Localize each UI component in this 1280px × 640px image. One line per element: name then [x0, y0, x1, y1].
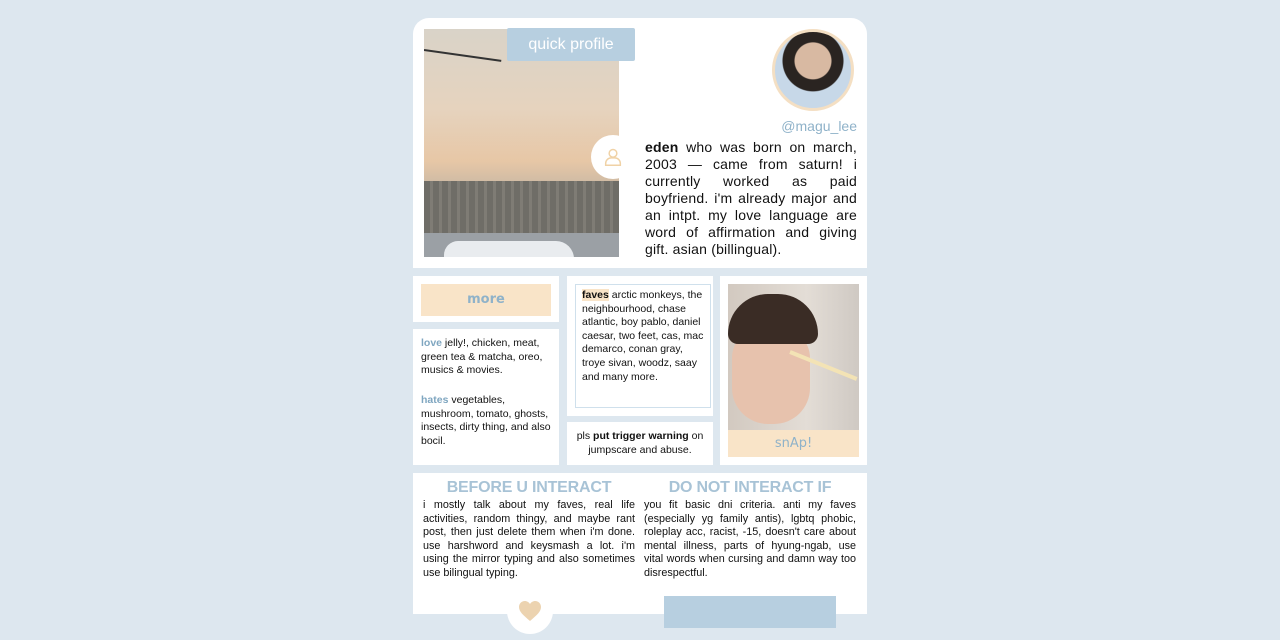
love-text: jelly!, chicken, meat, green tea & matcha, oreo, musics & movies.: [421, 337, 543, 377]
interaction-rules-card: [413, 473, 867, 614]
trigger-text: [571, 430, 709, 457]
profile-template: [413, 18, 867, 622]
before-interact-text: i mostly talk about my faves, real life activities, random thingy, and maybe rant post, then just delete them when i'm done. use harshword and keysmash a lot. i'm using the mirror typing and also sometimes use bilingual typing.: [423, 499, 635, 579]
profile-card: [413, 18, 867, 268]
avatar: [772, 29, 854, 111]
snap-label: snAp!: [728, 430, 859, 457]
before-interact-title: BEFORE U INTERACT: [446, 479, 612, 496]
faves-box: [575, 284, 711, 408]
header-photo: [424, 29, 619, 257]
profile-handle[interactable]: @magu_lee: [781, 118, 857, 134]
bio-text: who was born on march, 2003 — came from saturn! i currently worked as paid boyfriend. i'm already major and an intpt. my love language are word of affirmation and giving gift. asian (billingual).: [645, 139, 857, 257]
dni-text: you fit basic dni criteria. anti my faves (especially yg family antis), lgbtq phobic, roleplay acc, racist, -15, doesn't care about mental illness, parts of hyung-ngab, use vital words when cursing and damn way too disrespectful.: [644, 499, 856, 579]
more-button[interactable]: more: [421, 284, 551, 316]
faves-text: arctic monkeys, the neighbourhood, chase atlantic, boy pablo, daniel caesar, two feet, cas, mac demarco, conan gray, troye sivan, woodz, saay and many more.: [582, 289, 704, 383]
love-section: [421, 337, 553, 378]
trigger-bold: put trigger warning: [593, 430, 689, 442]
trigger-post: on jumpscare and abuse.: [588, 430, 704, 456]
more-card: [413, 276, 559, 322]
hates-section: [421, 394, 553, 448]
snap-photo: [728, 284, 859, 430]
heart-badge: [507, 588, 553, 634]
hates-keyword: hates: [421, 394, 449, 406]
faves-keyword: faves: [582, 289, 609, 301]
footer-bar: [664, 596, 836, 628]
love-keyword: love: [421, 337, 443, 349]
hates-text: vegetables, mushroom, tomato, ghosts, insects, dirty thing, and also bocil.: [421, 394, 551, 447]
user-icon: [602, 146, 624, 168]
quick-profile-tag: quick profile: [507, 28, 635, 61]
user-badge: [591, 135, 635, 179]
before-interact-section: [423, 479, 635, 581]
dni-title: DO NOT INTERACT IF: [668, 479, 832, 496]
trigger-pre: pls: [576, 430, 594, 442]
snap-card: [720, 276, 867, 465]
dni-section: [644, 479, 856, 581]
faves-card: [567, 276, 713, 416]
likes-card: [413, 329, 559, 465]
heart-icon: [518, 600, 542, 622]
trigger-warning-card: [567, 422, 713, 465]
bio-name: eden: [645, 139, 679, 155]
bio: [645, 139, 857, 258]
